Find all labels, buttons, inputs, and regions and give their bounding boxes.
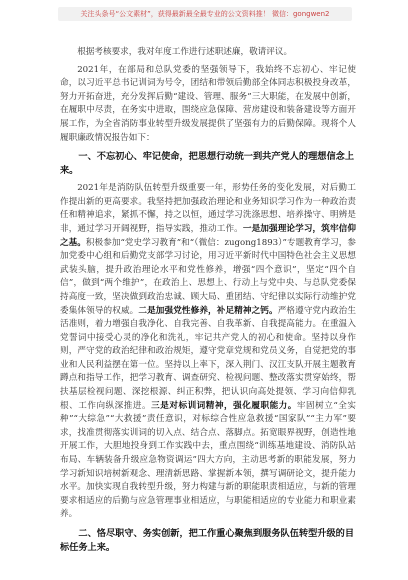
point-3-text: 牢固树立“全实种”“大综急”“大救援”责任意识，对标综合性应急救援“国家队”“主力军”要求，找准贯彻落实训词的切入点、结合点、落脚点。拓宽眼界视野，创造性地开展工作，大胆地投身到工作实践中去，重点围绕“训练基地建设、消防队站布局、车辆装备升级应急物资调运”四大方向，主动思考新的职能发展，努力学习新知识培树新观念、理清新思路、掌握新本领，撰写调研论文，提升能力水平。加快实现自我转型升级，努力构建与新的职能职责相适应，与新的管理要求相适应的后勤与应急管理事业相适应，与职能相适应的专业能力和职业素养。 bbox=[60, 400, 356, 520]
point-1-heading: 一是加强理论学习，筑牢信仰之基。 bbox=[60, 223, 356, 248]
section-1-text: 2021年是消防队伍转型升级重要一年，形势任务的变化发展，对后勤工作提出新的更高要求。我坚持把加强政治理论和业务知识学习作为一种政治责任和精神追求，紧抓不懈，持之以恒，通过学习洗涤思想、培养操守、明辨是非，通过学习开阔视野，指导实践，推动工作。 bbox=[60, 183, 356, 234]
point-2-heading: 二是加强党性修养，补足精神之钙。 bbox=[138, 305, 278, 316]
section-heading-2: 二、恪尽职守、务实创新，把工作重心聚焦到服务队伍转型升级的目标任务上来。 bbox=[60, 528, 355, 553]
summary-paragraph: 2021年，在部局和总队党委的坚强领导下，我始终不忘初心、牢记使命，以习近平总书记训词为号令，团结和带领后勤部全体同志积极投身改革，努力开拓奋进，充分发挥后勤“建设、管理、服务”三大职能，在发展中创新，在履职中尽责，在务实中进取，围绕应急保障、营房建设和装备建设等方面开展工作，为全省消防事业转型升级发展提供了坚强有力的后勤保障。现将个人履职廉政情况报告如下： bbox=[60, 64, 356, 143]
top-banner: 关注头条号“公文素材”，获得最新最全最专业的公文资料推！ 微信：gongwen2 bbox=[58, 7, 352, 21]
section-1-paragraph bbox=[60, 182, 356, 522]
document-body bbox=[60, 46, 356, 559]
point-1-text: 积极参加“党史学习教育”和“（微信：zugong1893）”专题教育学习，参加党委中心组和后勤党支部学习讨论，用习近平新时代中国特色社会主义思想武装头脑，提升政治理论水平和党性修养，增强“四个意识”，坚定“四个自信”，做到“两个维护”，在政治上、思想上、行动上与党中央、与总队党委保持高度一致，坚决做到政治忠诚、顾大局、重团结、守纪律以实际行动维护党委集体领导的权威。 bbox=[60, 237, 356, 316]
point-2-text: 严格遵守党内政治生活准则，着力增强自我净化、自我完善、自我革新、自我提高能力。在重温入党誓词中接受心灵的净化和洗礼，牢记共产党人的初心和使命。坚持以身作则，严守党的政治纪律和政治规矩，遵守党章党规和党员义务，自觉把党的事业和人民利益摆在第一位。坚持以上率下，深入荆门、汉江支队开展主题教育蹲点和指导工作，把学习教育、调查研究、检视问题、整改落实贯穿始终，帮扶基层检视问题、深挖根源、纠正积弊，把认识向高处提领、学习向信仰乳根、工作向纵深推进。 bbox=[60, 305, 356, 411]
point-3-heading: 三是对标训词精神，强化履职能力。 bbox=[151, 400, 297, 411]
intro-paragraph: 根据考核要求，我对年度工作进行述职述廉，敬请评议。 bbox=[77, 47, 293, 57]
section-heading-1: 一、不忘初心、牢记使命，把思想行动统一到共产党人的理想信念上来。 bbox=[60, 151, 355, 177]
